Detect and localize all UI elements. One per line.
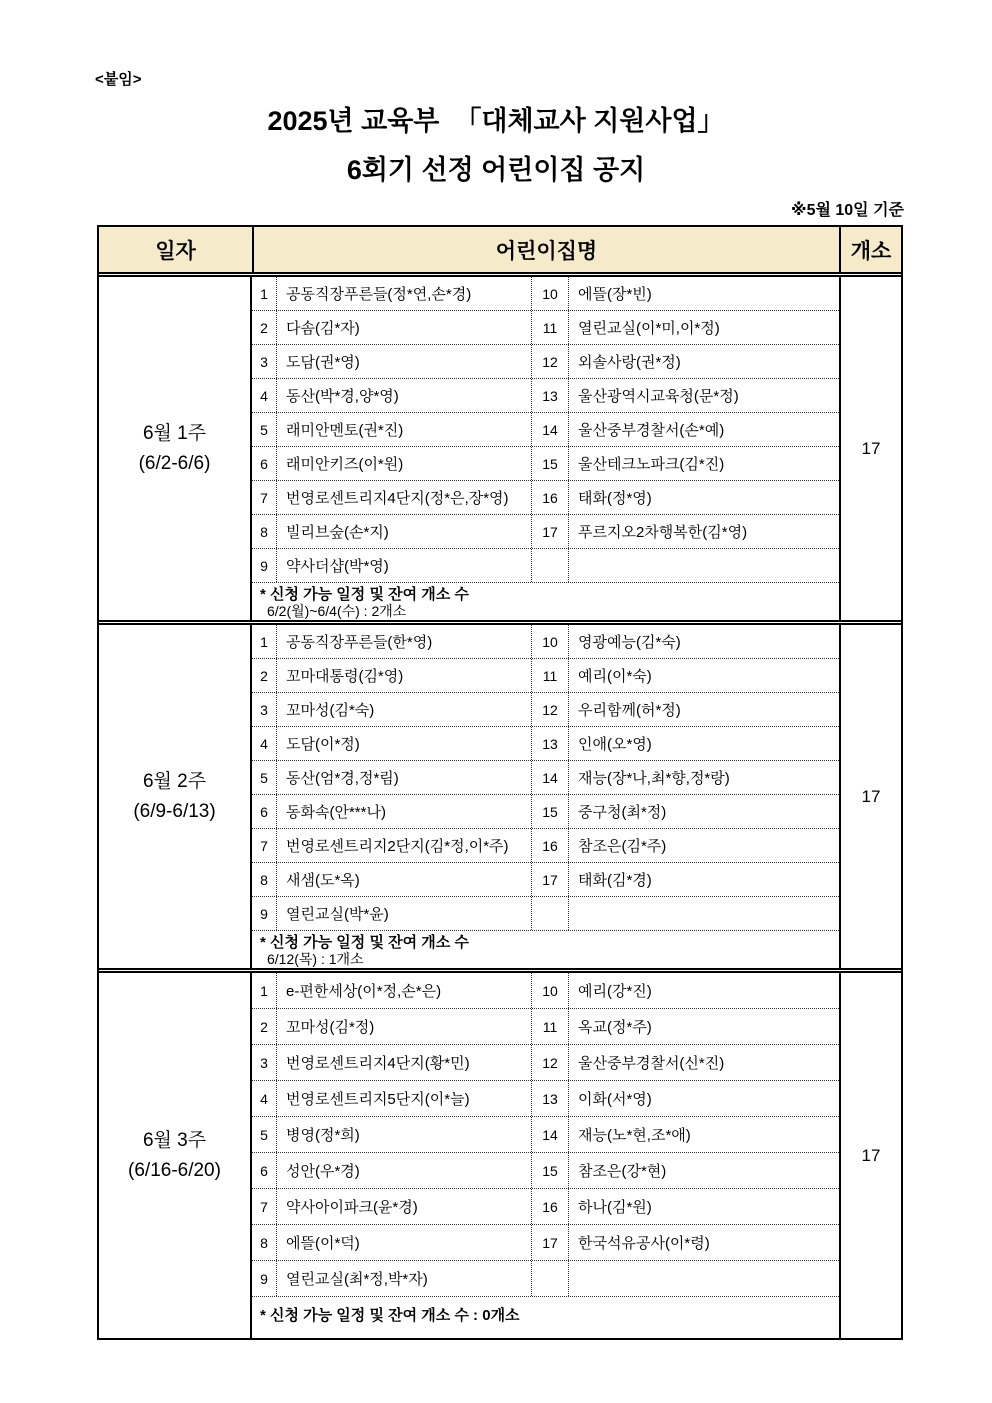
table-row — [252, 549, 839, 583]
table-row — [252, 1189, 839, 1225]
entry-number: 13 — [532, 727, 569, 760]
entry-number: 10 — [532, 277, 569, 310]
entries-grid — [252, 973, 839, 1338]
daycare-name: 예리(이*숙) — [578, 668, 652, 685]
entry-number: 11 — [532, 1009, 569, 1044]
daycare-name: 약사더샵(박*영) — [277, 549, 532, 582]
entries-grid — [252, 277, 839, 620]
entry-number: 14 — [532, 413, 569, 446]
daycare-name — [569, 549, 839, 582]
doc-title — [0, 103, 992, 188]
entry-number: 9 — [252, 897, 277, 930]
availability-note — [252, 1297, 839, 1338]
entry-number: 2 — [252, 659, 277, 692]
daycare-name: 중구청(최*정) — [578, 804, 667, 821]
entry-number: 5 — [252, 1117, 277, 1152]
week-date-cell — [99, 625, 252, 968]
daycare-name: 번영로센트리지4단지(정*은,장*영) — [277, 481, 532, 514]
doc-title-line2: 6회기 선정 어린이집 공지 — [346, 155, 646, 185]
table-row — [252, 1009, 839, 1045]
daycare-name: 에뜰(이*덕) — [277, 1225, 532, 1260]
entry-number: 6 — [252, 1153, 277, 1188]
table-row — [252, 829, 839, 863]
daycare-name: 예리(강*진) — [578, 983, 652, 1000]
entry-number — [532, 1261, 569, 1296]
table-header-name: 어린이집명 — [252, 227, 839, 272]
daycare-name: e-편한세상(이*정,손*은) — [277, 973, 532, 1008]
daycare-name: 재능(노*현,조*애) — [578, 1127, 691, 1144]
entries-grid — [252, 625, 839, 968]
reference-note: ※5월 10일 기준 — [791, 202, 904, 219]
table-header-date: 일자 — [155, 239, 196, 263]
entry-number: 12 — [532, 345, 569, 378]
entry-number: 16 — [532, 481, 569, 514]
entry-number: 17 — [532, 863, 569, 896]
table-row — [252, 625, 839, 659]
daycare-name: 우리함께(허*정) — [578, 702, 681, 719]
daycare-name: 참조은(김*주) — [578, 838, 667, 855]
daycare-name: 열린교실(박*윤) — [277, 897, 532, 930]
daycare-name: 영광예능(김*숙) — [578, 634, 681, 651]
entry-number: 13 — [532, 379, 569, 412]
week-group-1 — [99, 277, 901, 620]
table-row — [252, 795, 839, 829]
note-detail: 6/12(목) : 1개소 — [267, 951, 364, 967]
entry-number: 1 — [252, 277, 277, 310]
week-range: (6/16-6/20) — [128, 1159, 221, 1181]
entry-number: 5 — [252, 761, 277, 794]
daycare-name: 울산테크노파크(김*진) — [578, 456, 725, 473]
daycare-name: 공동직장푸른들(한*영) — [277, 625, 532, 658]
daycare-name: 동산(엄*경,정*림) — [277, 761, 532, 794]
table-row — [252, 761, 839, 795]
daycare-name: 번영로센트리지4단지(황*민) — [277, 1045, 532, 1080]
entry-number: 17 — [532, 1225, 569, 1260]
daycare-name: 한국석유공사(이*령) — [578, 1235, 710, 1252]
table-row — [252, 345, 839, 379]
entry-number: 4 — [252, 379, 277, 412]
daycare-name: 성안(우*경) — [277, 1153, 532, 1188]
table-row — [252, 727, 839, 761]
week-group-2 — [99, 620, 901, 968]
entry-number: 6 — [252, 795, 277, 828]
daycare-name: 꼬마대통령(김*영) — [277, 659, 532, 692]
daycare-name: 공동직장푸른들(정*연,손*경) — [277, 277, 532, 310]
table-row — [252, 379, 839, 413]
daycare-name: 에뜰(장*빈) — [578, 286, 652, 303]
daycare-name: 푸르지오2차행복한(김*영) — [578, 524, 748, 541]
entry-number: 7 — [252, 829, 277, 862]
daycare-name: 도담(이*정) — [277, 727, 532, 760]
entry-number: 2 — [252, 311, 277, 344]
entry-number: 8 — [252, 863, 277, 896]
week-label: 6월 1주 — [142, 422, 207, 444]
schedule-table — [97, 225, 903, 1340]
table-row — [252, 515, 839, 549]
daycare-name: 래미안멘토(권*진) — [277, 413, 532, 446]
note-title: * 신청 가능 일정 및 잔여 개소 수 — [260, 586, 469, 603]
daycare-name: 태화(김*경) — [578, 872, 652, 889]
table-header-count: 개소 — [839, 227, 901, 272]
count-cell: 17 — [839, 625, 901, 968]
table-row — [252, 1117, 839, 1153]
table-row — [252, 1225, 839, 1261]
table-row — [252, 1045, 839, 1081]
table-row — [252, 481, 839, 515]
entry-number: 15 — [532, 1153, 569, 1188]
entry-number: 4 — [252, 1081, 277, 1116]
daycare-name: 참조은(강*현) — [578, 1163, 667, 1180]
entry-number — [532, 549, 569, 582]
daycare-name: 하나(김*원) — [578, 1199, 652, 1216]
week-range: (6/9-6/13) — [133, 800, 216, 822]
table-row — [252, 1081, 839, 1117]
entry-number: 10 — [532, 973, 569, 1008]
week-range: (6/2-6/6) — [138, 452, 211, 474]
entry-number: 12 — [532, 1045, 569, 1080]
table-row — [252, 973, 839, 1009]
entry-number: 17 — [532, 515, 569, 548]
daycare-name: 울산중부경찰서(손*예) — [578, 422, 725, 439]
note-title: * 신청 가능 일정 및 잔여 개소 수 : 0개소 — [260, 1307, 520, 1324]
table-header-row — [99, 227, 901, 277]
entry-number: 9 — [252, 1261, 277, 1296]
entry-number: 7 — [252, 481, 277, 514]
daycare-name: 새샘(도*옥) — [277, 863, 532, 896]
entry-number: 7 — [252, 1189, 277, 1224]
note-detail: 6/2(월)~6/4(수) : 2개소 — [267, 603, 407, 619]
table-row — [252, 413, 839, 447]
entry-number: 1 — [252, 973, 277, 1008]
entry-number: 14 — [532, 761, 569, 794]
daycare-name: 울산광역시교육청(문*정) — [578, 388, 739, 405]
daycare-name: 꼬마성(김*정) — [277, 1009, 532, 1044]
entry-number: 3 — [252, 345, 277, 378]
daycare-name: 이화(서*영) — [578, 1091, 652, 1108]
table-row — [252, 311, 839, 345]
entry-number: 9 — [252, 549, 277, 582]
table-row — [252, 897, 839, 931]
entry-number: 16 — [532, 1189, 569, 1224]
week-date-cell — [99, 277, 252, 620]
daycare-name: 빌리브숲(손*지) — [277, 515, 532, 548]
daycare-name: 열린교실(이*미,이*정) — [578, 320, 720, 337]
week-date-cell — [99, 973, 252, 1338]
week-label: 6월 2주 — [142, 770, 207, 792]
daycare-name: 인애(오*영) — [578, 736, 652, 753]
daycare-name: 도담(권*영) — [277, 345, 532, 378]
count-cell: 17 — [839, 277, 901, 620]
table-row — [252, 1153, 839, 1189]
entry-number: 1 — [252, 625, 277, 658]
entry-number: 8 — [252, 1225, 277, 1260]
daycare-name: 울산중부경찰서(신*진) — [578, 1055, 725, 1072]
availability-note — [252, 931, 839, 968]
table-row — [252, 1261, 839, 1297]
table-row — [252, 277, 839, 311]
entry-number: 5 — [252, 413, 277, 446]
entry-number: 13 — [532, 1081, 569, 1116]
note-title: * 신청 가능 일정 및 잔여 개소 수 — [260, 934, 469, 951]
table-row — [252, 447, 839, 481]
entry-number: 6 — [252, 447, 277, 480]
daycare-name: 태화(정*영) — [578, 490, 652, 507]
daycare-name: 번영로센트리지2단지(김*정,이*주) — [277, 829, 532, 862]
daycare-name: 래미안키즈(이*원) — [277, 447, 532, 480]
entry-number: 3 — [252, 1045, 277, 1080]
entry-number: 16 — [532, 829, 569, 862]
count-cell: 17 — [839, 973, 901, 1338]
entry-number — [532, 897, 569, 930]
daycare-name: 동화속(안***나) — [277, 795, 532, 828]
daycare-name: 열린교실(최*정,박*자) — [277, 1261, 532, 1296]
week-group-3 — [99, 968, 901, 1338]
daycare-name: 동산(박*경,양*영) — [277, 379, 532, 412]
table-row — [252, 659, 839, 693]
entry-number: 2 — [252, 1009, 277, 1044]
daycare-name: 약사아이파크(윤*경) — [277, 1189, 532, 1224]
entry-number: 12 — [532, 693, 569, 726]
daycare-name: 병영(정*희) — [277, 1117, 532, 1152]
attachment-label: <붙임> — [95, 71, 142, 88]
entry-number: 15 — [532, 447, 569, 480]
week-label: 6월 3주 — [142, 1129, 207, 1151]
daycare-name: 옥교(정*주) — [578, 1019, 652, 1036]
entry-number: 3 — [252, 693, 277, 726]
entry-number: 14 — [532, 1117, 569, 1152]
daycare-name: 꼬마성(김*숙) — [277, 693, 532, 726]
entry-number: 10 — [532, 625, 569, 658]
table-row — [252, 863, 839, 897]
entry-number: 11 — [532, 659, 569, 692]
table-row — [252, 693, 839, 727]
availability-note — [252, 583, 839, 620]
doc-title-line1: 2025년 교육부 「대체교사 지원사업」 — [267, 106, 725, 136]
entry-number: 11 — [532, 311, 569, 344]
daycare-name: 다솜(김*자) — [277, 311, 532, 344]
daycare-name: 번영로센트리지5단지(이*늘) — [277, 1081, 532, 1116]
daycare-name: 외솔사랑(권*정) — [578, 354, 681, 371]
entry-number: 15 — [532, 795, 569, 828]
daycare-name — [569, 897, 839, 930]
daycare-name: 재능(장*나,최*향,정*랑) — [578, 770, 730, 787]
daycare-name — [569, 1261, 839, 1296]
entry-number: 8 — [252, 515, 277, 548]
entry-number: 4 — [252, 727, 277, 760]
